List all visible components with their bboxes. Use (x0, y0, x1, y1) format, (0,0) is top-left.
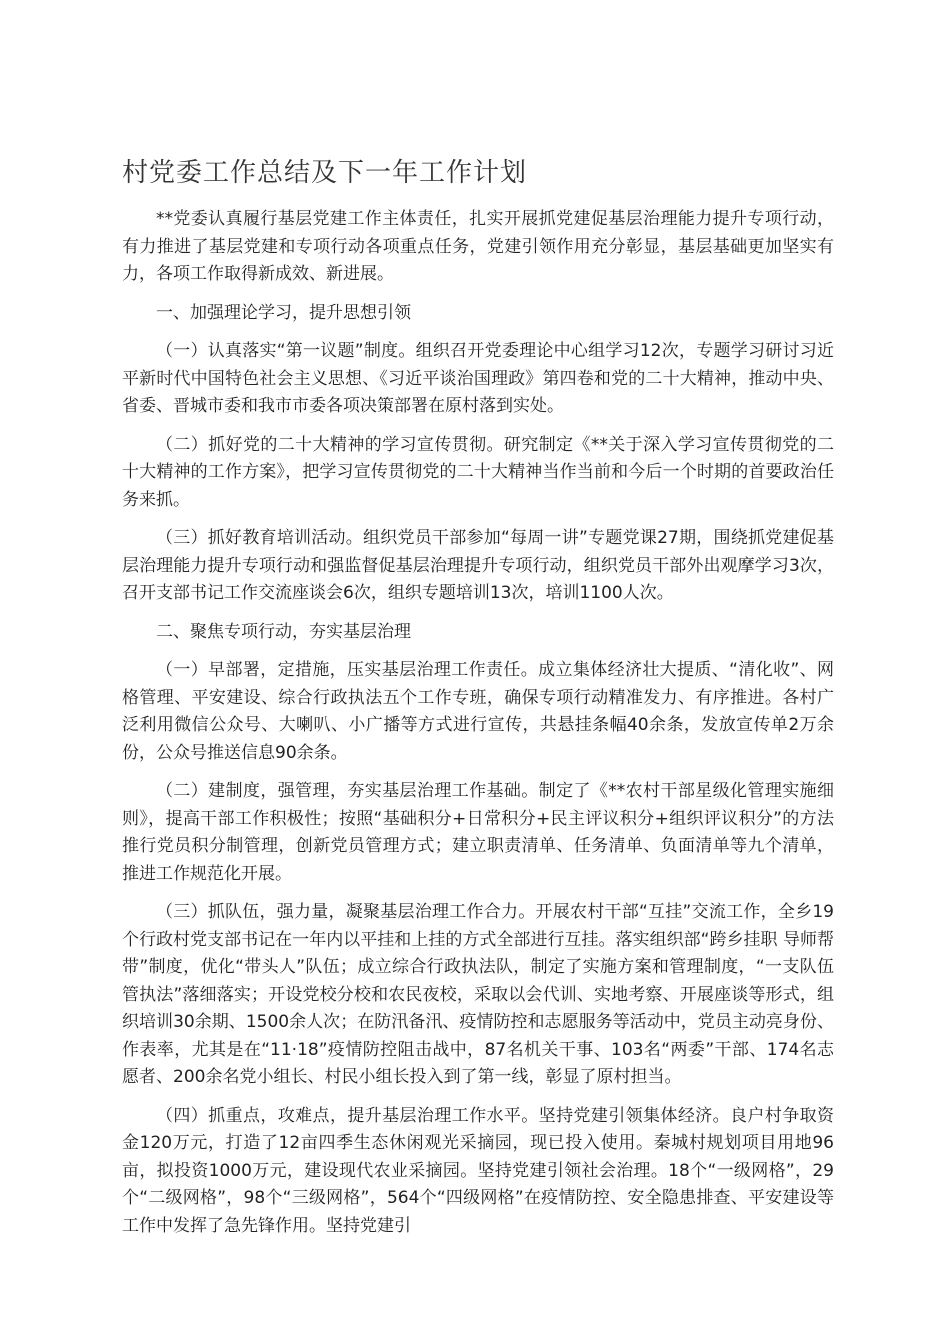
intro-paragraph: **党委认真履行基层党建工作主体责任，扎实开展抓党建促基层治理能力提升专项行动，有力推进了基层党建和专项行动各项重点任务，党建引领作用充分彰显，基层基础更加坚实有力，各项工作取得新成效、新进展。 (122, 209, 834, 284)
document-page (122, 150, 834, 1251)
section-heading-2: 二、聚焦专项行动，夯实基层治理 (156, 621, 411, 642)
section-2-item-4: （四）抓重点，攻难点，提升基层治理工作水平。坚持党建引领集体经济。良户村争取资金120万元，打造了12亩四季生态休闲观光采摘园，现已投入使用。秦城村规划项目用地96亩，拟投资1000万元，建设现代农业采摘园。坚持党建引领社会治理。18个“一级网格”，29个“二级网格”，98个“三级网格”，564个“四级网格”在疫情防控、安全隐患排查、平安建设等工作中发挥了急先锋作用。坚持党建引 (122, 1105, 834, 1236)
section-1-item-3: （三）抓好教育培训活动。组织党员干部参加“每周一讲”专题党课27期，围绕抓党建促基层治理能力提升专项行动和强监督促基层治理提升专项行动，组织党员干部外出观摩学习3次，召开支部书记工作交流座谈会6次，组织专题培训13次，培训1100人次。 (122, 528, 834, 603)
section-2-item-1: （一）早部署，定措施，压实基层治理工作责任。成立集体经济壮大提质、“清化收”、网格管理、平安建设、综合行政执法五个工作专班，确保专项行动精准发力、有序推进。各村广泛利用微信公众号、大喇叭、小广播等方式进行宣传，共悬挂条幅40余条，发放宣传单2万余份，公众号推送信息90余条。 (122, 660, 834, 763)
section-1-item-2: （二）抓好党的二十大精神的学习宣传贯彻。研究制定《**关于深入学习宣传贯彻党的二十大精神的工作方案》，把学习宣传贯彻党的二十大精神当作当前和今后一个时期的首要政治任务来抓。 (122, 434, 834, 510)
section-1-item-1: （一）认真落实“第一议题”制度。组织召开党委理论中心组学习12次，专题学习研讨习近平新时代中国特色社会主义思想、《习近平谈治国理政》第四卷和党的二十大精神，推动中央、省委、晋城市委和我市市委各项决策部署在原村落到实处。 (122, 341, 834, 416)
document-title: 村党委工作总结及下一年工作计划 (122, 158, 528, 188)
section-heading-1: 一、加强理论学习，提升思想引领 (156, 302, 411, 323)
section-2-item-2: （二）建制度，强管理，夯实基层治理工作基础。制定了《**农村干部星级化管理实施细则》，提高干部工作积极性；按照“基础积分+日常积分+民主评议积分+组织评议积分”的方法推行党员积分制管理，创新党员管理方式；建立职责清单、任务清单、负面清单等九个清单，推进工作规范化开展。 (122, 781, 834, 884)
section-2-item-3: （三）抓队伍，强力量，凝聚基层治理工作合力。开展农村干部“互挂”交流工作，全乡19个行政村党支部书记在一年内以平挂和上挂的方式全部进行互挂。落实组织部“跨乡挂职 导师帮带”制度，优化“带头人”队伍；成立综合行政执法队，制定了实施方案和管理制度，“一支队伍管执法”落细落实；开设党校分校和农民夜校，采取以会代训、实地考察、开展座谈等形式，组织培训30余期、1500余人次；在防汛备汛、疫情防控和志愿服务等活动中，党员主动亮身份、作表率，尤其是在“11·18”疫情防控阻击战中，87名机关干事、103名“两委”干部、174名志愿者、200余名党小组长、村民小组长投入到了第一线，彰显了原村担当。 (122, 902, 834, 1087)
